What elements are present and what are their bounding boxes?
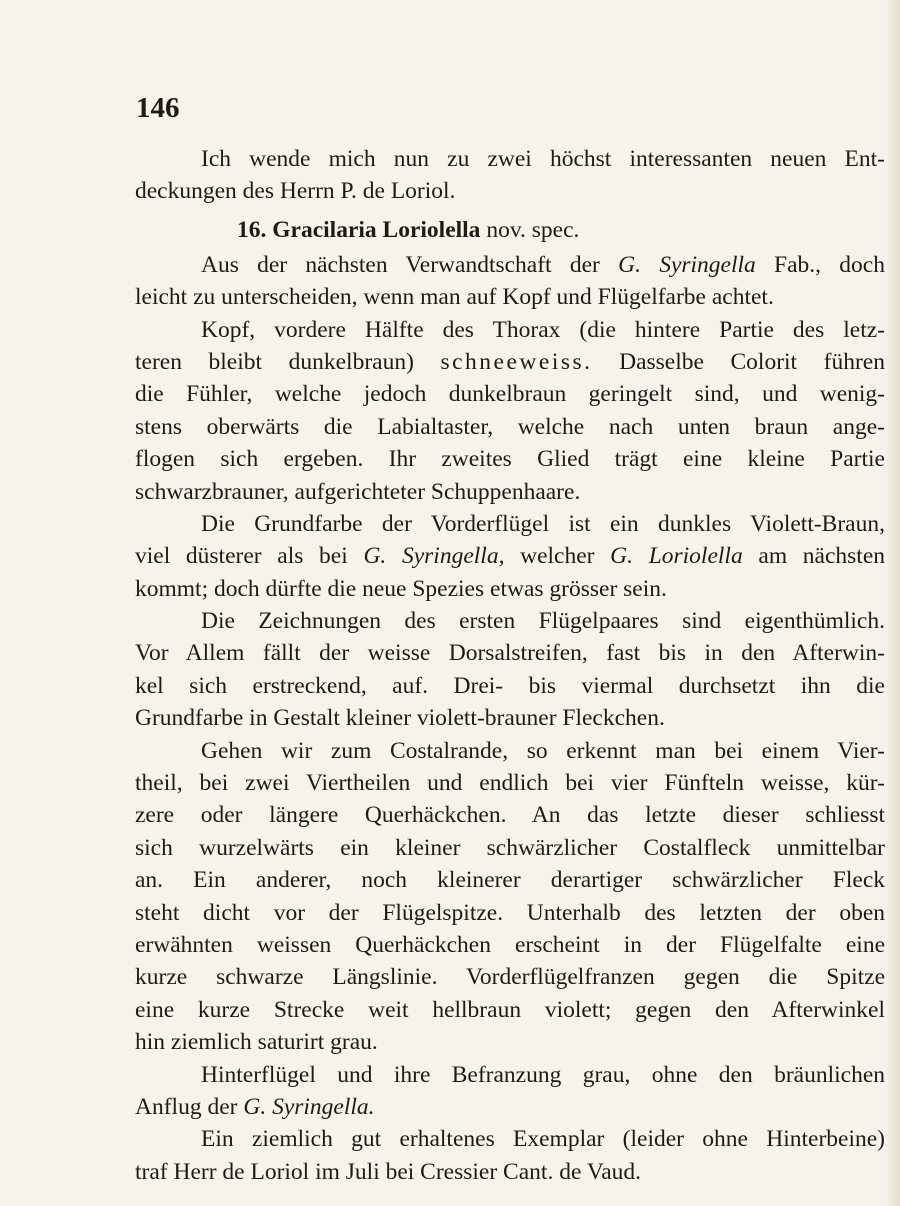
p5-line-4: sich wurzelwärts ein kleiner schwärzlicher Costalfleck unmittelbar (135, 834, 885, 861)
species-suffix: nov. spec. (486, 216, 580, 243)
text-run: welcher (504, 543, 611, 570)
p3-line-1: Die Grundfarbe der Vorderflügel ist ein dunkles Violett-Braun, (201, 510, 885, 537)
p7-line-1: Ein ziemlich gut erhaltenes Exemplar (leider ohne Hinterbeine) (201, 1126, 885, 1153)
p2-line-5: flogen sich ergeben. Ihr zweites Glied trägt eine kleine Partie (135, 446, 885, 473)
p6-line-2 (135, 1091, 885, 1123)
spaced-word: schneeweiss. (440, 348, 593, 375)
p4-line-3: kel sich erstreckend, auf. Drei- bis viermal durchsetzt ihn die (135, 672, 885, 699)
text-run: Anflug der (135, 1093, 244, 1120)
italic-species: G. Loriolella (610, 543, 743, 570)
p2-line-1: Kopf, vordere Hälfte des Thorax (die hintere Partie des letz- (201, 316, 885, 343)
text-run: Fab., doch (755, 251, 885, 278)
text-run: viel düsterer als bei (135, 543, 364, 570)
p2-line-4: stens oberwärts die Labialtaster, welche nach unten braun ange- (135, 413, 885, 440)
p1-line-2: leicht zu unterscheiden, wenn man auf Kopf und Flügelfarbe achtet. (135, 284, 774, 311)
text-run: am nächsten (742, 543, 885, 570)
p2-line-6: schwarzbrauner, aufgerichteter Schuppenhaare. (135, 478, 581, 505)
p5-line-8: kurze schwarze Längslinie. Vorderflügelfranzen gegen die Spitze (135, 964, 885, 991)
p5-line-3: zere oder längere Querhäckchen. An das letzte dieser schliesst (135, 802, 885, 829)
p3-line-3: kommt; doch dürfte die neue Spezies etwas grösser sein. (135, 575, 667, 602)
italic-species: G. Syringella. (243, 1093, 375, 1120)
p5-line-6: steht dicht vor der Flügelspitze. Unterhalb des letzten der oben (135, 899, 885, 926)
text-run: teren bleibt dunkelbraun) (135, 348, 441, 375)
p5-line-1: Gehen wir zum Costalrande, so erkennt man bei einem Vier- (201, 737, 885, 764)
p4-line-1: Die Zeichnungen des ersten Flügelpaares sind eigenthümlich. (201, 608, 885, 635)
p5-line-5: an. Ein anderer, noch kleinerer derartiger schwärzlicher Fleck (135, 867, 885, 894)
p5-line-2: theil, bei zwei Viertheilen und endlich bei vier Fünfteln weisse, kür- (135, 770, 885, 797)
page-number: 146 (136, 92, 180, 124)
species-heading (135, 208, 885, 249)
text-run: Aus der nächsten Verwandtschaft der (201, 251, 619, 278)
p6-line-1: Hinterflügel und ihre Befranzung grau, ohne den bräunlichen (201, 1061, 885, 1088)
p5-line-9: eine kurze Strecke weit hellbraun violett; gegen den Afterwinkel (135, 996, 885, 1023)
intro-line-1: Ich wende mich nun zu zwei höchst interessanten neuen Ent- (201, 146, 885, 172)
p2-line-3: die Fühler, welche jedoch dunkelbraun geringelt sind, und wenig- (135, 381, 885, 408)
p4-line-4: Grundfarbe in Gestalt kleiner violett-brauner Fleckchen. (135, 705, 665, 732)
p2-line-2 (135, 346, 885, 378)
p5-line-7: erwähnten weissen Querhäckchen erscheint in der Flügelfalte eine (135, 931, 885, 958)
species-name: Gracilaria Loriolella (272, 216, 481, 243)
page-edge-shadow (886, 0, 900, 1206)
italic-species: G. Syringella, (363, 543, 505, 570)
intro-line-2: deckungen des Herrn P. de Loriol. (135, 178, 456, 205)
p1-line-1 (135, 249, 885, 281)
page-body (135, 143, 885, 1188)
italic-species: G. Syringella (618, 251, 756, 278)
p5-line-10: hin ziemlich saturirt grau. (135, 1029, 378, 1056)
p3-line-2 (135, 540, 885, 572)
p4-line-2: Vor Allem fällt der weisse Dorsalstreifen, fast bis in den Afterwin- (135, 640, 885, 667)
text-run: Dasselbe Colorit führen (592, 348, 885, 375)
p7-line-2: traf Herr de Loriol im Juli bei Cressier Cant. de Vaud. (135, 1158, 641, 1185)
species-number: 16. (237, 216, 267, 243)
